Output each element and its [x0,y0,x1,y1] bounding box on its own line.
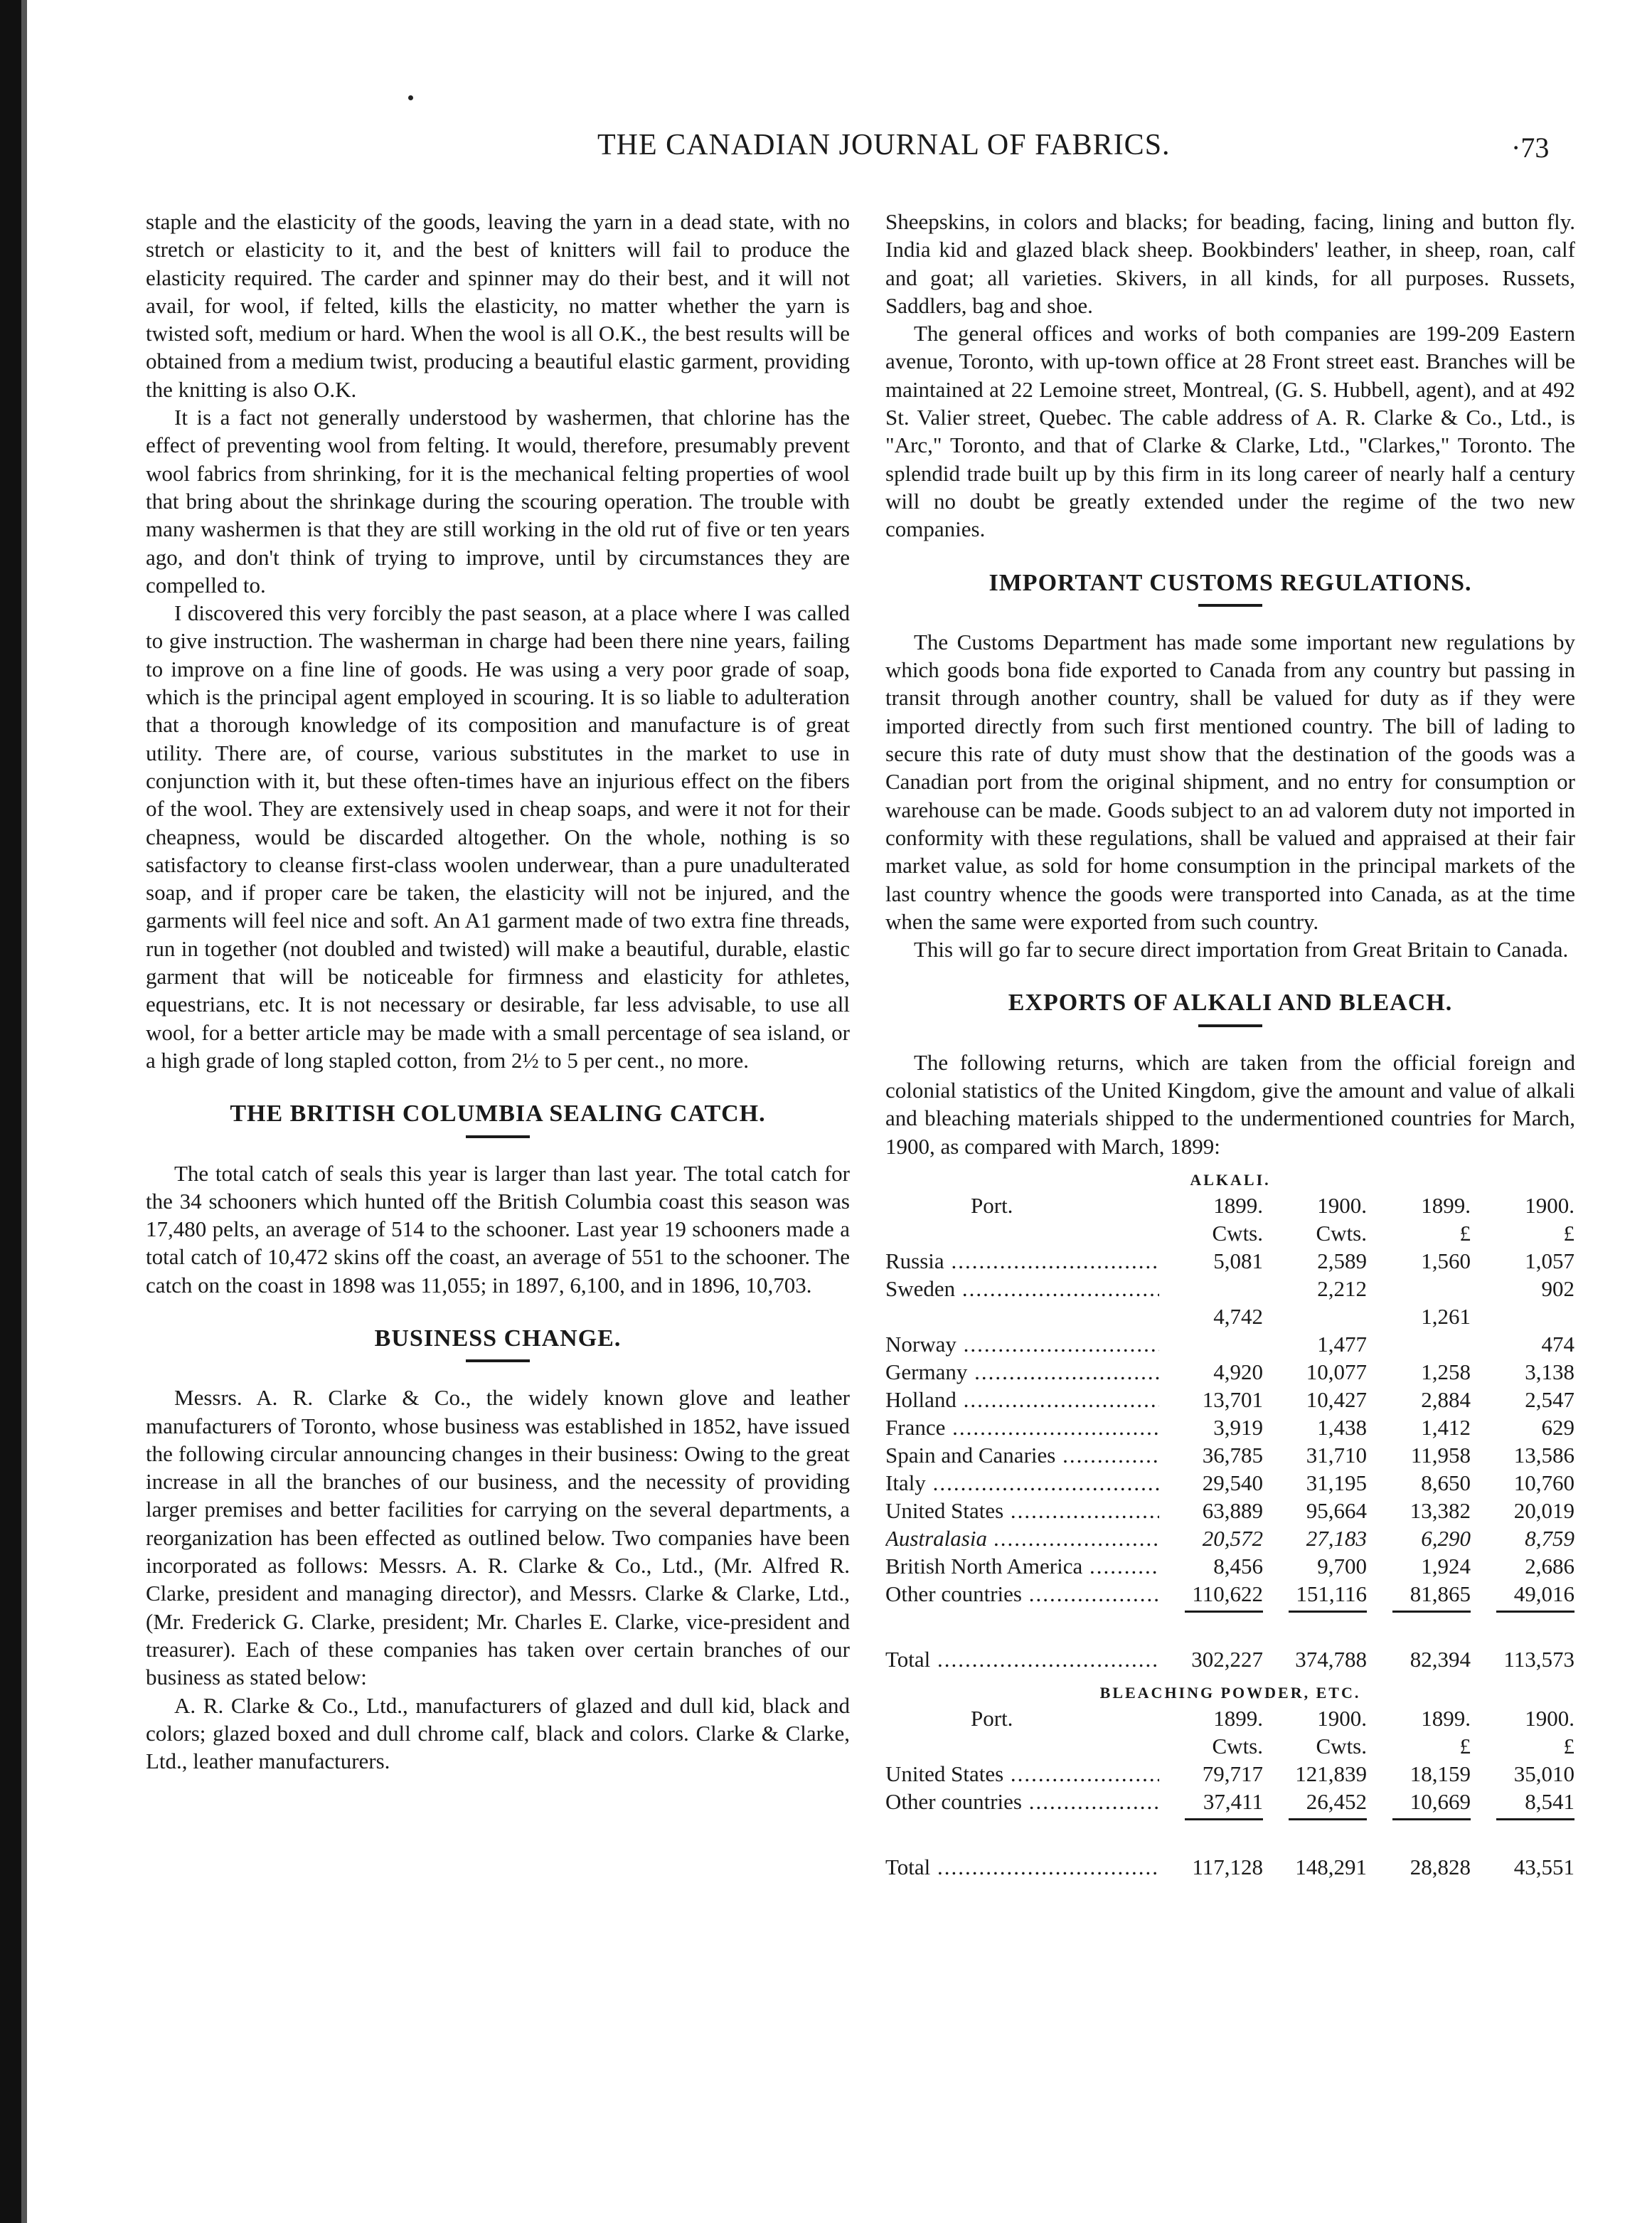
column-header-year: 1900. [1317,1705,1367,1731]
heading-rule [1198,604,1262,607]
table-unit-row [885,1219,1575,1247]
value-cell: 81,865 [1409,1581,1471,1606]
column-header-year: 1900. [1317,1192,1367,1218]
exports-heading-block [885,989,1575,1026]
value-cell: 29,540 [1202,1470,1263,1495]
value-cell: 1,477 [1317,1331,1367,1357]
table-row [885,1441,1575,1469]
page-header [0,128,1652,171]
value-cell: 3,138 [1525,1359,1574,1384]
table-body [885,1247,1575,1608]
scan-edge-highlight [21,0,27,2223]
total-value: 117,128 [1192,1854,1263,1879]
table-row [885,1497,1575,1524]
value-cell: 1,924 [1421,1553,1471,1579]
value-cell: 4,742 [1213,1303,1263,1329]
running-title: THE CANADIAN JOURNAL OF FABRICS. [597,129,1171,161]
column-unit: £ [1459,1733,1471,1758]
value-cell: 63,889 [1202,1497,1263,1523]
table-row [885,1358,1575,1386]
total-rule [885,1818,1575,1820]
column-unit: £ [1563,1733,1574,1758]
column-header-year: 1899. [1213,1705,1263,1731]
column-unit: £ [1459,1220,1471,1246]
total-label: Total ..... [885,1853,1159,1881]
scan-edge-shadow [0,0,21,2223]
value-cell: 2,589 [1317,1248,1367,1273]
column-header-year: 1899. [1421,1705,1471,1731]
value-cell: 151,116 [1296,1581,1367,1606]
value-cell: 10,760 [1513,1470,1574,1495]
table-row [885,1413,1575,1441]
value-cell: 79,717 [1202,1761,1263,1786]
body-paragraph: staple and the elasticity of the goods, leaving the yarn in a dead state, with no stretch or elasticity to it, and the best of knitters will fail to produce the elasticity required. The carder and spinner may do their best, and it will not avail, for wool, if felted, kills the elasticity, no matter whether the yarn is twisted soft, medium or hard. When the wool is all O.K., the best results will be obtained from a medium twist, producing a beautiful elastic garment, providing the knitting is also O.K. [146,209,850,402]
value-cell: 11,958 [1410,1442,1471,1468]
value-cell: 27,183 [1306,1525,1367,1551]
table-header-row [885,1704,1575,1732]
total-value: 148,291 [1295,1854,1367,1879]
column-header-year: 1899. [1213,1192,1263,1218]
value-cell: 8,759 [1525,1525,1574,1551]
table-row [885,1788,1575,1815]
value-cell: 8,650 [1421,1470,1471,1495]
port-cell: Other countries ..... [885,1580,1159,1608]
column-header-year: 1900. [1525,1705,1574,1731]
value-cell: 8,456 [1213,1553,1263,1579]
port-cell: Italy ..... [885,1469,1159,1497]
value-cell: 6,290 [1421,1525,1471,1551]
column-header-port: Port. [971,1705,1013,1731]
value-cell: 10,669 [1409,1788,1471,1814]
total-value: 113,573 [1503,1646,1574,1672]
value-cell: 31,195 [1306,1470,1367,1495]
port-cell: Russia ..... [885,1247,1159,1275]
value-cell: 20,019 [1513,1497,1574,1523]
value-cell: 3,919 [1213,1414,1263,1440]
table-row [885,1247,1575,1275]
table-caption: BLEACHING POWDER, ETC. [1099,1683,1361,1702]
port-cell: Australasia ..... [885,1524,1159,1552]
body-paragraph: It is a fact not generally understood by washermen, that chlorine has the effect of preventing wool from felting. It would, therefore, presumably prevent wool fabrics from shrinking, for it is the mechanical felting properties of wool that bring about the shrinkage during the scouring operation. The trouble with many washermen is that they are still working in the old rut of five or ten years ago, and don't think of trying to improve, until by circumstances they are compelled to. [146,405,850,598]
total-value: 28,828 [1409,1854,1471,1879]
port-cell: Other countries ..... [885,1788,1159,1815]
table-body [885,1760,1575,1815]
heading-rule [1198,1024,1262,1027]
port-cell: British North America ..... [885,1552,1159,1580]
customs-heading-block [885,569,1575,607]
port-cell: Norway ..... [885,1330,1159,1358]
body-paragraph: Sheepskins, in colors and blacks; for beading, facing, lining and button fly. India kid and glazed black sheep. Bookbinders' leather, in sheep, roan, calf and goat; all varieties. Skivers, in all kinds, for all purposes. Russets, Saddlers, bag and shoe. [885,209,1575,318]
port-cell: Germany ..... [885,1358,1159,1386]
column-header-year: 1899. [1421,1192,1471,1218]
table-header-row [885,1192,1575,1219]
port-cell: Spain and Canaries ..... [885,1441,1159,1469]
value-cell: 110,622 [1192,1581,1263,1606]
total-rule [885,1611,1575,1613]
bleach-table [885,1682,1575,1881]
table-unit-row [885,1732,1575,1760]
table-row [885,1330,1575,1358]
section-heading: EXPORTS OF ALKALI AND BLEACH. [1008,990,1453,1017]
body-paragraph: This will go far to secure direct importation from Great Britain to Canada. [914,937,1569,962]
value-cell: 8,541 [1525,1788,1574,1814]
total-value: 82,394 [1409,1646,1471,1672]
table-row [885,1469,1575,1497]
column-header-year: 1900. [1525,1192,1574,1218]
column-header-port: Port. [971,1192,1013,1218]
value-cell: 20,572 [1202,1525,1263,1551]
sealing-heading-block [146,1100,850,1137]
section-heading: THE BRITISH COLUMBIA SEALING CATCH. [230,1100,766,1128]
value-cell: 2,686 [1525,1553,1574,1579]
total-value: 374,788 [1295,1646,1367,1672]
scan-speck [408,95,413,100]
value-cell: 13,586 [1513,1442,1574,1468]
column-unit: Cwts. [1316,1733,1367,1758]
value-cell: 2,884 [1421,1386,1471,1412]
value-cell: 1,057 [1525,1248,1574,1273]
value-cell: 10,427 [1306,1386,1367,1412]
column-unit: Cwts. [1316,1220,1367,1246]
value-cell: 10,077 [1306,1359,1367,1384]
port-cell: United States ..... [885,1760,1159,1788]
value-cell: 2,212 [1317,1275,1367,1301]
column-unit: Cwts. [1212,1220,1263,1246]
value-cell: 9,700 [1317,1553,1367,1579]
section-heading: BUSINESS CHANGE. [374,1325,622,1352]
value-cell: 95,664 [1306,1497,1367,1523]
right-column [885,208,1575,1881]
value-cell: 1,560 [1421,1248,1471,1273]
table-row [885,1303,1575,1330]
table-row [885,1760,1575,1788]
total-value: 302,227 [1191,1646,1263,1672]
value-cell: 26,452 [1306,1788,1367,1814]
port-cell: Sweden ..... [885,1275,1159,1303]
table-row [885,1580,1575,1608]
business-heading-block [146,1325,850,1362]
value-cell: 13,701 [1202,1386,1263,1412]
value-cell: 4,920 [1213,1359,1263,1384]
body-paragraph: The Customs Department has made some important new regulations by which goods bona fide exported to Canada from any country but passing in transit through another country, shall be valued for duty as if they were imported directly from such first mentioned country. The bill of lading to secure this rate of duty must show that the destination of the goods was a Canadian port from the original shipment, and no entry for consumption or warehouse can be made. Goods subject to an ad valorem duty not imported in conformity with these regulations, shall be valued and appraised at their fair market value, as sold for home consumption in the principal markets of the last country whence the goods were transported into Canada, as at the time when the same were exported from such country. [885,629,1575,934]
value-cell: 629 [1541,1414,1574,1440]
left-column [146,208,850,1775]
section-heading: IMPORTANT CUSTOMS REGULATIONS. [988,569,1472,596]
value-cell: 121,839 [1295,1761,1367,1786]
value-cell: 13,382 [1409,1497,1471,1523]
value-cell: 902 [1541,1275,1574,1301]
port-cell: France ..... [885,1413,1159,1441]
alkali-table [885,1169,1575,1673]
heading-rule [466,1359,530,1362]
body-paragraph: The following returns, which are taken from the official foreign and colonial statistics of the United Kingdom, give the amount and value of alkali and bleaching materials shipped to the undermentioned countries for March, 1900, as compared with March, 1899: [885,1049,1575,1159]
table-total-row [885,1645,1575,1673]
port-cell: Holland ..... [885,1386,1159,1413]
body-paragraph: Messrs. A. R. Clarke & Co., the widely known glove and leather manufacturers of Toronto, whose business was established in 1852, have issued the following circular announcing changes in their business: Owing to the great increase in all the branches of our business, and the necessity of providing larger premises and better facilities for carrying on the several departments, a reorganization has been effected as outlined below. Two companies have been incorporated as follows: Messrs. A. R. Clarke & Co., Ltd., (Mr. Alfred R. Clarke, president and managing director), and Messrs. Clarke & Clarke, Ltd., (Mr. Frederick G. Clarke, president; Mr. Charles E. Clarke, vice-president and treasurer). Each of these companies has taken over certain branches of our business as stated below: [146,1385,850,1690]
table-row [885,1386,1575,1413]
value-cell: 2,547 [1525,1386,1574,1412]
column-unit: £ [1563,1220,1574,1246]
body-paragraph: A. R. Clarke & Co., Ltd., manufacturers of glazed and dull kid, black and colors; glazed boxed and dull chrome calf, black and colors. Clarke & Clarke, Ltd., leather manufacturers. [146,1692,850,1774]
table-caption: ALKALI. [1190,1170,1271,1189]
table-row [885,1275,1575,1303]
value-cell: 36,785 [1202,1442,1263,1468]
value-cell: 1,261 [1421,1303,1471,1329]
body-paragraph: I discovered this very forcibly the past season, at a place where I was called to give instruction. The washerman in charge had been there nine years, failing to improve on a fine line of goods. He was using a very poor grade of soap, which is the principal agent employed in scouring. It is so liable to adulteration that a thorough knowledge of its composition and manufacture is of great utility. There are, of course, various substitutes in the market to use in conjunction with it, but these often-times have an injurious effect on the fibers of the wool. They are extensively used in cheap soaps, and were it not for their cheapness, would be discarded altogether. On the whole, nothing is so satisfactory to cleanse first-class woolen underwear, than a pure unadulterated soap, and if proper care be taken, the elasticity will not be injured, and the garments will feel nice and soft. An A1 garment made of two extra fine threads, run in together (not doubled and twisted) will make a beautiful, durable, elastic garment that will be noticeable for firmness and elasticity for athletes, equestrians, etc. It is not necessary or desirable, far less advisable, to use all wool, for a better article may be made with a small percentage of sea island, or a high grade of long stapled cotton, from 2½ to 5 per cent., no more. [146,600,850,1073]
table-row [885,1524,1575,1552]
heading-rule [466,1135,530,1138]
value-cell: 5,081 [1213,1248,1263,1273]
table-row [885,1552,1575,1580]
total-label: Total ..... [885,1645,1159,1673]
value-cell: 31,710 [1306,1442,1367,1468]
value-cell: 474 [1541,1331,1574,1357]
body-paragraph: The general offices and works of both companies are 199-209 Eastern avenue, Toronto, with up-town office at 28 Front street east. Branches will be maintained at 22 Lemoine street, Montreal, (G. S. Hubbell, agent), and at 492 St. Valier street, Quebec. The cable address of A. R. Clarke & Co., Ltd., is "Arc," Toronto, and that of Clarke & Clarke, Ltd., "Clarkes," Toronto. The splendid trade built up by this firm in its long career of nearly half a century will no doubt be greatly extended under the regime of the two new companies. [885,321,1575,542]
value-cell: 49,016 [1513,1581,1574,1606]
page-number: ·73 [1511,132,1550,164]
value-cell: 37,411 [1203,1788,1263,1814]
value-cell: 1,258 [1421,1359,1471,1384]
column-unit: Cwts. [1212,1733,1263,1758]
body-paragraph: The total catch of seals this year is larger than last year. The total catch for the 34 schooners which hunted off the British Columbia coast this season was 17,480 pelts, an average of 514 to the schooner. Last year 19 schooners made a total catch of 10,472 skins off the coast, an average of 551 to the schooner. The catch on the coast in 1898 was 11,055; in 1897, 6,100, and in 1896, 10,703. [146,1160,850,1298]
value-cell: 18,159 [1409,1761,1471,1786]
value-cell: 35,010 [1513,1761,1574,1786]
table-total-row [885,1853,1575,1881]
value-cell: 1,438 [1317,1414,1367,1440]
value-cell: 1,412 [1421,1414,1471,1440]
port-cell: United States ..... [885,1497,1159,1524]
total-value: 43,551 [1513,1854,1574,1879]
